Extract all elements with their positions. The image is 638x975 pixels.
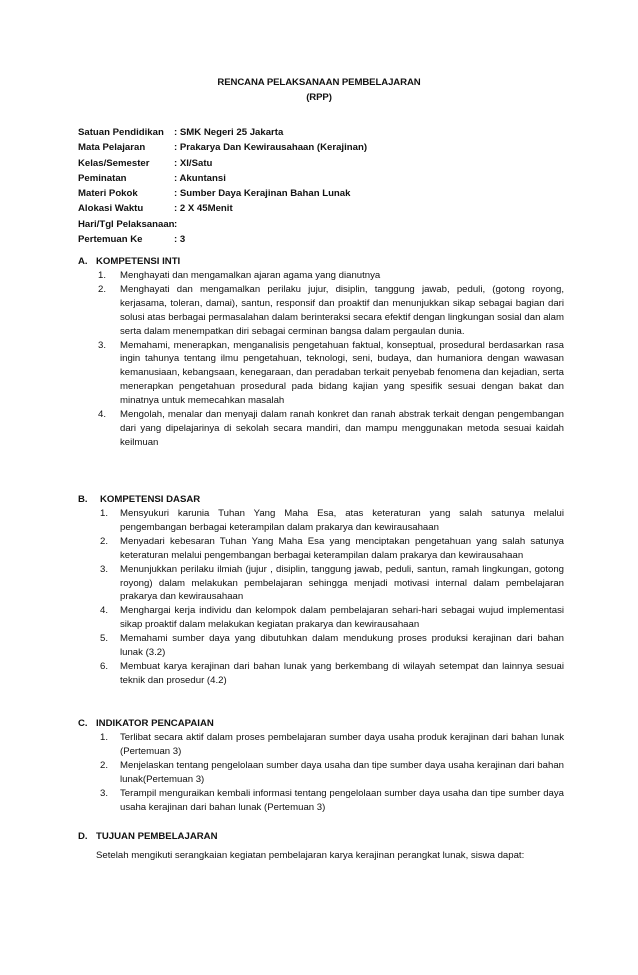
item-number: 3. xyxy=(98,339,107,351)
item-text: Memahami, menerapkan, menganalisis pengetahuan faktual, konseptual, prosedural berdasarkan rasa ingin tahunya tentang ilmu pengetahuan, teknologi, seni, budaya, dan humaniora dengan wawasan kemanusiaan, kebangsaan, kenegaraan, dan peradaban terkait penyebab fenomena dan kejadian, serta menerapkan pengetahuan prosedural pada bidang kajian yang spesifik sesuai dengan bakat dan minatnya untuk memecahkan masalah xyxy=(120,339,564,407)
section-heading xyxy=(78,716,564,731)
item-number: 3. xyxy=(100,563,109,575)
info-value: : Prakarya Dan Kewirausahaan (Kerajinan) xyxy=(174,142,368,154)
section-letter: B. xyxy=(78,494,88,505)
section-title: KOMPETENSI INTI xyxy=(96,256,181,267)
info-value: : SMK Negeri 25 Jakarta xyxy=(174,127,284,138)
list-item xyxy=(78,507,564,535)
list-item xyxy=(78,339,564,409)
item-number: 1. xyxy=(100,732,109,743)
item-text: Mensyukuri karunia Tuhan Yang Maha Esa, atas keteraturan yang salah satunya melalui pengembangan berbagai keterampilan dalam prakarya dan kewirausahaan xyxy=(120,508,564,533)
section-kompetensi-inti xyxy=(78,254,564,450)
item-number: 2. xyxy=(100,535,109,547)
item-text: Menghargai kerja individu dan kelompok dalam pembelajaran sehari-hari sebagai wujud implementasi sikap proaktif dalam melakukan kegiatan prakarya dan kewirausahaan xyxy=(120,605,564,631)
section-kompetensi-dasar xyxy=(78,492,564,688)
list-item xyxy=(78,563,564,605)
section-heading xyxy=(78,254,564,269)
item-text: Menunjukkan perilaku ilmiah (jujur , disiplin, tanggung jawab, peduli, santun, ramah lingkungan, gotong royong) dalam melakukan pembelajaran sehingga menjadi motivasi internal dalam pembelajaran prakarya dan kewirausahaan xyxy=(120,563,564,603)
document-subtitle: (RPP) xyxy=(306,92,332,103)
item-text: Memahami sumber daya yang dibutuhkan dalam mendukung proses produksi kerajinan dari bahan lunak (3.2) xyxy=(120,633,564,659)
kompetensi-inti-list xyxy=(78,269,564,450)
info-label: Materi Pokok xyxy=(78,188,138,200)
info-label: Kelas/Semester xyxy=(78,157,150,169)
section-tujuan-pembelajaran xyxy=(78,829,564,863)
info-value: : Akuntansi xyxy=(174,172,226,184)
item-number: 4. xyxy=(100,605,109,617)
item-text: Menyadari kebesaran Tuhan Yang Maha Esa yang menciptakan pengetahuan yang salah satunya keteraturan melalui pengembangan berbagai keterampilan dalam prakarya dan kewirausahaan xyxy=(120,535,564,561)
info-label: Satuan Pendidikan xyxy=(78,127,164,138)
list-item xyxy=(78,535,564,563)
item-text: Membuat karya kerajinan dari bahan lunak yang berkembang di wilayah setempat dan lainnya sesuai teknik dan prosedur (4.2) xyxy=(120,660,564,686)
section-heading xyxy=(78,829,564,844)
kompetensi-dasar-list xyxy=(78,507,564,688)
info-value: : Sumber Daya Kerajinan Bahan Lunak xyxy=(174,188,351,200)
info-value: : XI/Satu xyxy=(174,157,213,169)
section-title: KOMPETENSI DASAR xyxy=(100,494,201,505)
list-item xyxy=(78,787,564,815)
item-number: 5. xyxy=(100,633,109,645)
item-number: 6. xyxy=(100,660,109,672)
section-letter: D. xyxy=(78,831,88,842)
list-item xyxy=(78,283,564,339)
item-number: 2. xyxy=(98,283,107,295)
section-letter: A. xyxy=(78,256,88,267)
tujuan-paragraph: Setelah mengikuti serangkaian kegiatan pembelajaran karya kerajinan perangkat lunak, siswa dapat: xyxy=(96,850,525,861)
item-text: Mengolah, menalar dan menyaji dalam ranah konkret dan ranah abstrak terkait dengan pengembangan dari yang dipelajarinya di sekolah secara mandiri, dan mampu menggunakan metoda sesuai kaidah keilmuan xyxy=(120,409,564,448)
info-label: Mata Pelajaran xyxy=(78,142,146,154)
info-label: Hari/Tgl Pelaksanaan xyxy=(78,218,175,230)
section-indikator-pencapaian xyxy=(78,716,564,814)
list-item xyxy=(78,632,564,660)
item-number: 2. xyxy=(100,759,109,771)
list-item xyxy=(78,660,564,688)
section-title: INDIKATOR PENCAPAIAN xyxy=(96,718,214,729)
info-value: : 3 xyxy=(174,234,186,246)
item-text: Terampil menguraikan kembali informasi tentang pengelolaan sumber daya usaha dan tipe sumber daya usaha kerajinan dari bahan lunak (Pertemuan 3) xyxy=(120,787,564,813)
info-label: Pertemuan Ke xyxy=(78,234,143,246)
list-item xyxy=(78,604,564,632)
section-heading xyxy=(78,492,564,507)
list-item xyxy=(78,408,564,450)
list-item xyxy=(78,731,564,759)
item-text: Menghayati dan mengamalkan perilaku jujur, disiplin, tanggung jawab, peduli, (gotong royong, kerjasama, toleran, damai), santun, responsif dan proaktif dan menunjukkan sikap sebagai bagian dari solusi atas berbagai permasalahan dalam berinteraksi secara efektif dengan lingkungan sosial dan alam serta dalam menempatkan diri sebagai cerminan bangsa dalam pergaulan dunia. xyxy=(120,283,564,337)
indikator-list xyxy=(78,731,564,814)
section-letter: C. xyxy=(78,718,88,729)
info-label: Alokasi Waktu xyxy=(78,203,144,215)
item-number: 1. xyxy=(100,508,109,519)
item-text: Menjelaskan tentang pengelolaan sumber daya usaha dan tipe sumber daya usaha kerajinan dari bahan lunak(Pertemuan 3) xyxy=(120,759,564,785)
item-number: 3. xyxy=(100,787,109,799)
section-title: TUJUAN PEMBELAJARAN xyxy=(96,831,218,842)
list-item xyxy=(78,759,564,787)
item-text: Terlibat secara aktif dalam proses pembelajaran sumber daya usaha produk kerajinan dari bahan lunak (Pertemuan 3) xyxy=(120,732,564,757)
info-value: : 2 X 45Menit xyxy=(174,203,233,215)
info-label: Peminatan xyxy=(78,172,127,184)
item-number: 4. xyxy=(98,409,107,421)
item-text: Menghayati dan mengamalkan ajaran agama yang dianutnya xyxy=(120,270,381,281)
info-value: : xyxy=(174,218,178,230)
item-number: 1. xyxy=(98,270,107,281)
list-item xyxy=(78,269,564,283)
document-title: RENCANA PELAKSANAAN PEMBELAJARAN xyxy=(217,77,421,88)
